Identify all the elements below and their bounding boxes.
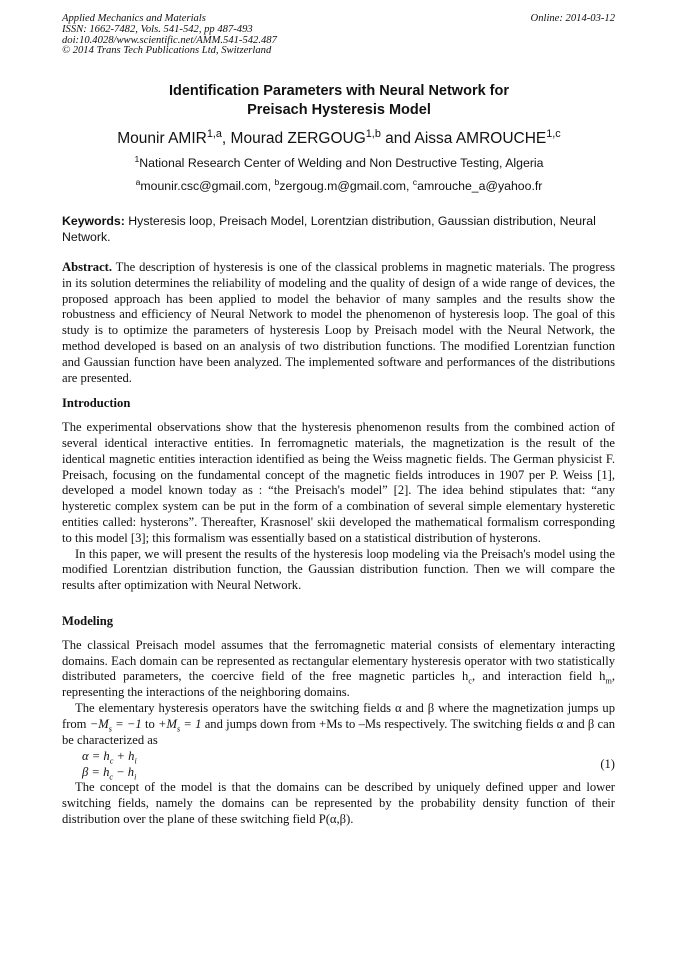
copyright: © 2014 Trans Tech Publications Ltd, Switzerland — [62, 45, 272, 57]
abstract-text: The description of hysteresis is one of the classical problems in magnetic materials. The progress in its solution determines the reliability of modeling and the quality of design of a wide range of devices, the proposed approach has been applied to model the behavior of many samples and the results show the robustness and efficiency of Neural Network to model the phenomenon of hysteresis loop. The goal of this study is to optimize the parameters of hysteresis Loop by Preisach model with the Neural Network, the method developed is based on an analysis of two distribution functions. The modified Lorentzian function and Gaussian function have been analyzed. The implemented software and performances of the distributions are presented. — [62, 260, 615, 385]
introduction-heading: Introduction — [62, 396, 131, 411]
math: = −1 — [111, 716, 142, 731]
intro-paragraph-1: The experimental observations show that the hysteresis phenomenon results from the combined action of several identical interactive entities. In ferromagnetic materials, the magnetization is the result of the identical magnetic entities interaction identified as being the Weiss magnetic fields. The German physicist F. Preisach, focusing on the fundamental concept of the magnetic fields introduces in 1907 per P. Weiss [1], developed a model known today as : “the Preisach's model” [2]. The idea behind stipulates that: “any hysteretic complex system can be put in the form of a combination of several simple elementary hysteretic entities called: hysterons”. Thereafter, Krasnosel' skii developed the mathematical formalism corresponding to this model [3]; this formalism was essentially based on a statistical distribution of hysterons. — [62, 420, 615, 545]
modeling-paragraph-3: The concept of the model is that the domains can be described by uniquely defined upper and lower switching fields, namely the domains can be represented by the probability density function of their distribution over the plane of these switching field P(α,β). — [62, 780, 615, 826]
author-sep: and — [380, 130, 415, 147]
journal-header — [62, 14, 615, 57]
issn: ISSN: 1662-7482, Vols. 541-542, pp 487-493 — [62, 23, 253, 35]
paper-body — [62, 260, 615, 828]
affiliation-text: National Research Center of Welding and Non Destructive Testing, Algeria — [139, 156, 544, 170]
equation-line-beta — [82, 764, 615, 780]
email[interactable]: zergoug.m@gmail.com — [279, 179, 406, 193]
email-sep: , — [267, 179, 275, 193]
author-sup: 1,a — [206, 127, 222, 140]
text: The elementary hysteresis operators have the switching fields α and β where the magnetization jumps up from — [62, 700, 615, 731]
modeling-paragraph-1 — [62, 638, 615, 701]
email-sup: b — [274, 176, 280, 187]
paper-title — [0, 82, 678, 120]
math: α = h — [82, 749, 110, 764]
keywords — [62, 213, 615, 245]
text: , representing the interactions of the neighboring domains. — [62, 669, 615, 700]
math: β = h — [82, 765, 110, 780]
subscript: c — [109, 756, 114, 766]
text: to — [141, 716, 158, 731]
subscript: m — [605, 676, 612, 686]
subscript: s — [176, 724, 181, 734]
math: −M — [89, 716, 109, 731]
keywords-text: Hysteresis loop, Preisach Model, Lorentzian distribution, Gaussian distribution, Neural Network. — [62, 214, 596, 244]
email-sup: c — [412, 176, 418, 187]
doi: doi:10.4028/www.scientific.net/AMM.541-542.487 — [62, 34, 277, 46]
math: + h — [113, 749, 135, 764]
title-line-1: Identification Parameters with Neural Network for — [168, 83, 510, 99]
subscript: c — [109, 772, 114, 782]
author-name: Mounir AMIR — [117, 130, 207, 147]
author-sep: , — [221, 130, 231, 147]
journal-name: Applied Mechanics and Materials — [62, 13, 206, 24]
abstract-label: Abstract. — [62, 260, 113, 274]
math: = 1 — [180, 716, 202, 731]
equation-1 — [62, 748, 615, 780]
email-sup: a — [135, 176, 141, 187]
authors — [0, 127, 678, 148]
abstract — [62, 260, 615, 386]
email[interactable]: amrouche_a@yahoo.fr — [417, 179, 543, 193]
subscript: s — [108, 724, 112, 734]
email[interactable]: mounir.csc@gmail.com — [140, 179, 268, 193]
author-name: Mourad ZERGOUG — [230, 130, 366, 147]
email-sep: , — [405, 179, 413, 193]
title-line-2: Preisach Hysteresis Model — [247, 102, 431, 118]
emails — [0, 176, 678, 193]
modeling-paragraph-2 — [62, 701, 615, 748]
author-sup: 1,c — [546, 127, 561, 140]
modeling-heading: Modeling — [62, 613, 114, 628]
intro-paragraph-2: In this paper, we will present the results of the hysteresis loop modeling via the Preisach's model using the modified Lorentzian distribution function, the Gaussian distribution function. Then we will compare the results after optimization with Neural Network. — [62, 546, 615, 593]
text: The classical Preisach model assumes that the ferromagnetic material consists of elementary interacting domains. Each domain can be represented as rectangular elementary hysteresis operator with two statistically distributed parameters, the coercive field of the free magnetic particles h — [62, 637, 615, 684]
math: +M — [157, 716, 177, 731]
equation-number: (1) — [600, 757, 615, 772]
equation-line-alpha — [82, 748, 615, 764]
author-name: Aissa AMROUCHE — [414, 130, 547, 147]
subscript: i — [134, 772, 137, 782]
author-sup: 1,b — [365, 127, 381, 140]
subscript: i — [134, 756, 137, 766]
text: and jumps down from +Ms to –Ms respectively. The switching fields α and β can be characterized as — [62, 716, 616, 747]
text: , and interaction field h — [471, 669, 606, 684]
affiliation-sup: 1 — [134, 153, 140, 164]
subscript: c — [468, 676, 472, 686]
keywords-label: Keywords: — [62, 214, 125, 228]
affiliation — [0, 153, 678, 170]
online-date: Online: 2014-03-12 — [530, 13, 615, 24]
math: − h — [113, 765, 135, 780]
